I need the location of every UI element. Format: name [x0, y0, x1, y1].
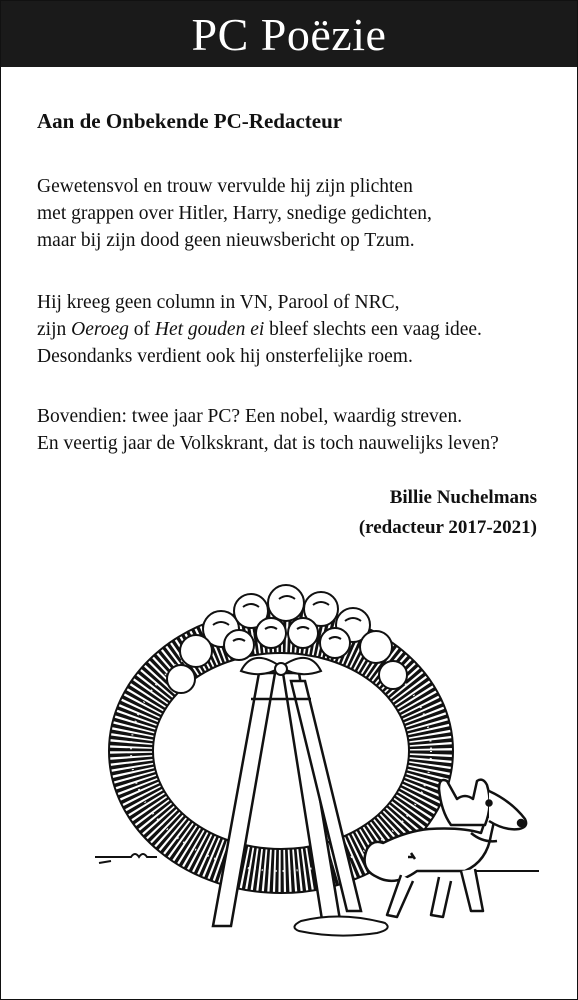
- line-text: of: [128, 319, 155, 340]
- ribbon-icon: [241, 658, 321, 675]
- poem-line: En veertig jaar de Volkskrant, dat is toch nauwelijks leven?: [37, 433, 499, 454]
- stanza-3: [37, 403, 499, 457]
- line-text: bleef slechts een vaag idee.: [264, 319, 482, 340]
- poem-line: met grappen over Hitler, Harry, snedige gedichten,: [37, 203, 432, 224]
- dog-icon: [365, 780, 527, 917]
- poem-title: Aan de Onbekende PC-Redacteur: [37, 109, 343, 133]
- poem-line: Hij kreeg geen column in VN, Parool of NRC,: [37, 292, 400, 313]
- poem-line: Desondanks verdient ook hij onsterfelijke roem.: [37, 346, 413, 367]
- signature-name: Billie Nuchelmans: [389, 487, 537, 508]
- puddle-icon: [294, 916, 387, 935]
- line-text: zijn: [37, 319, 72, 340]
- masthead: [1, 1, 577, 67]
- funeral-wreath-with-dog-icon: [91, 581, 541, 951]
- stanza-1: [37, 173, 432, 254]
- poem-line: [37, 316, 482, 343]
- signature-role: (redacteur 2017-2021): [358, 517, 537, 538]
- poem-line: Bovendien: twee jaar PC? Een nobel, waardig streven.: [37, 406, 463, 427]
- stanza-2: [37, 289, 482, 370]
- poem-line: Gewetensvol en trouw vervulde hij zijn plichten: [37, 176, 413, 197]
- masthead-title: PC Poëzie: [191, 9, 387, 60]
- book-title-oeroeg: Oeroeg: [71, 319, 129, 340]
- poem-line: maar bij zijn dood geen nieuwsbericht op Tzum.: [37, 230, 415, 251]
- book-title-gouden-ei: Het gouden ei: [154, 319, 265, 340]
